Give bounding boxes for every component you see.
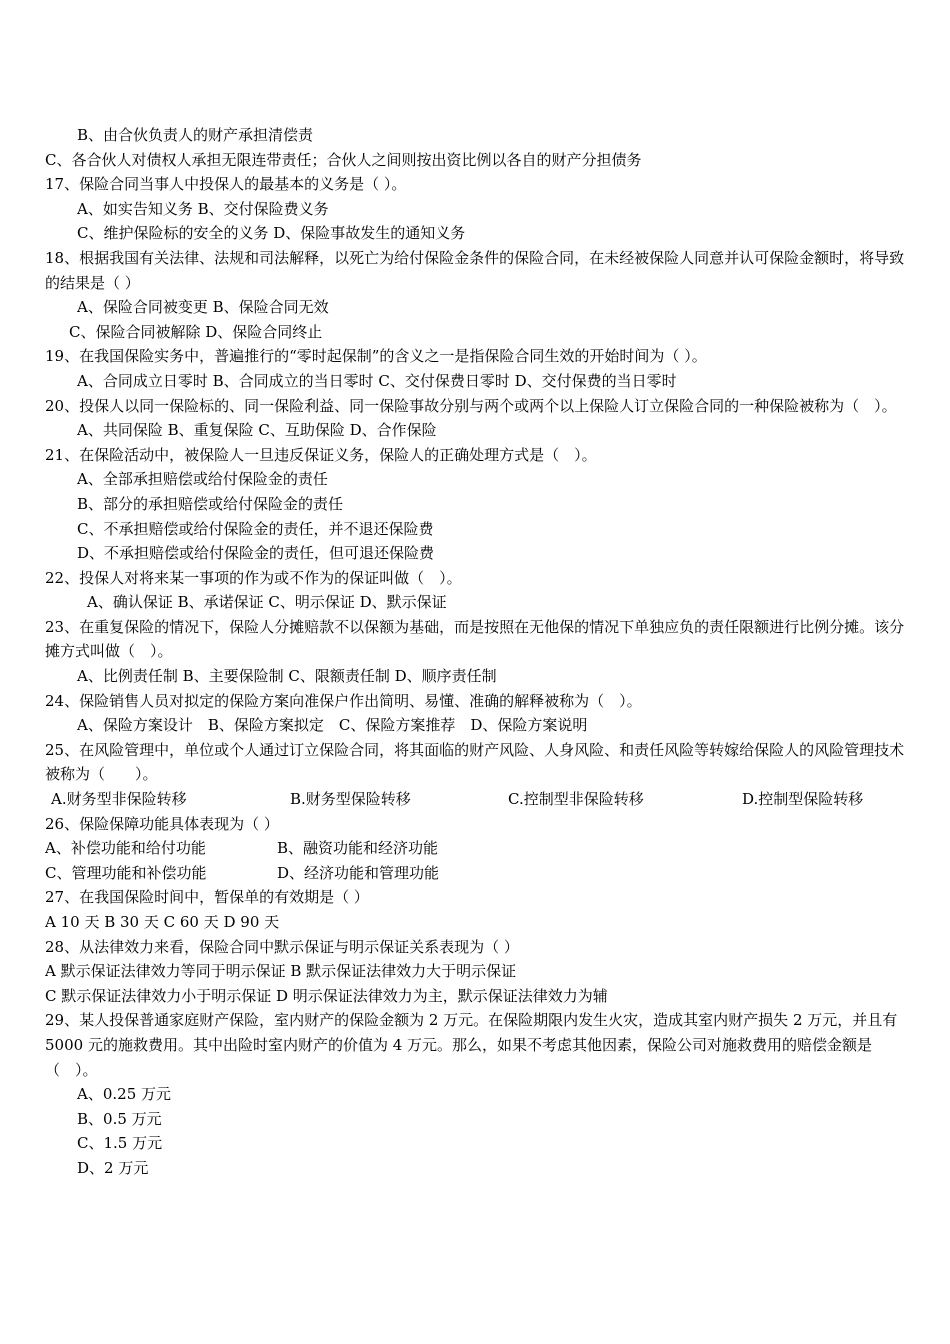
option-line: B、0.5 万元 bbox=[77, 1109, 162, 1128]
option-a: A、补偿功能和给付功能 bbox=[45, 839, 206, 858]
option-line: A、保险方案设计 B、保险方案拟定 C、保险方案推荐 D、保险方案说明 bbox=[77, 716, 588, 735]
question-20: 20、投保人以同一保险标的、同一保险利益、同一保险事故分别与两个或两个以上保险人订立保险合同的一种保险被称为（ ）。 bbox=[45, 396, 897, 415]
question-22: 22、投保人对将来某一事项的作为或不作为的保证叫做（ ）。 bbox=[45, 568, 462, 587]
option-b: B、融资功能和经济功能 bbox=[277, 839, 439, 858]
option-line: C、各合伙人对债权人承担无限连带责任；合伙人之间则按出资比例以各自的财产分担债务 bbox=[45, 150, 642, 169]
option-line: A、保险合同被变更 B、保险合同无效 bbox=[77, 298, 329, 317]
option-line: A、共同保险 B、重复保险 C、互助保险 D、合作保险 bbox=[77, 421, 437, 440]
option-line: C、保险合同被解除 D、保险合同终止 bbox=[69, 322, 323, 341]
option-c: C、管理功能和补偿功能 bbox=[45, 863, 207, 882]
option-row bbox=[45, 861, 905, 886]
question-19: 19、在我国保险实务中，普遍推行的“零时起保制”的含义之一是指保险合同生效的开始时间为（ ）。 bbox=[45, 347, 707, 366]
option-line: C、1.5 万元 bbox=[77, 1134, 163, 1153]
question-24: 24、保险销售人员对拟定的保险方案向准保户作出简明、易懂、准确的解释被称为（ ）。 bbox=[45, 691, 642, 710]
question-23: 23、在重复保险的情况下，保险人分摊赔款不以保额为基础，而是按照在无他保的情况下单独应负的责任限额进行比例分摊。该分摊方式叫做（ ）。 bbox=[45, 617, 905, 661]
option-line: C、维护保险标的安全的义务 D、保险事故发生的通知义务 bbox=[77, 224, 466, 243]
option-line: A、确认保证 B、承诺保证 C、明示保证 D、默示保证 bbox=[87, 593, 447, 612]
question-18: 18、根据我国有关法律、法规和司法解释，以死亡为给付保险金条件的保险合同，在未经被保险人同意并认可保险金额时，将导致的结果是（ ） bbox=[45, 248, 905, 292]
option-line: D、2 万元 bbox=[77, 1158, 149, 1177]
option-line: B、由合伙负责人的财产承担清偿责 bbox=[77, 126, 314, 144]
question-28: 28、从法律效力来看，保险合同中默示保证与明示保证关系表现为（ ） bbox=[45, 937, 519, 956]
question-17: 17、保险合同当事人中投保人的最基本的义务是（ ）。 bbox=[45, 175, 407, 194]
option-line: A、合同成立日零时 B、合同成立的当日零时 C、交付保费日零时 D、交付保费的当日零时 bbox=[77, 371, 677, 390]
option-line: A 10 天 B 30 天 C 60 天 D 90 天 bbox=[45, 913, 280, 931]
option-line: A、0.25 万元 bbox=[77, 1085, 171, 1104]
document-page bbox=[45, 123, 905, 1181]
option-b: B.财务型保险转移 bbox=[290, 790, 411, 809]
question-27: 27、在我国保险时间中，暂保单的有效期是（ ） bbox=[45, 888, 369, 907]
option-row bbox=[45, 836, 905, 861]
option-line: C 默示保证法律效力小于明示保证 D 明示保证法律效力为主，默示保证法律效力为辅 bbox=[45, 986, 608, 1005]
option-line: D、不承担赔偿或给付保险金的责任，但可退还保险费 bbox=[77, 544, 435, 563]
question-29: 29、某人投保普通家庭财产保险，室内财产的保险金额为 2 万元。在保险期限内发生火灾，造成其室内财产损失 2 万元，并且有 5000 元的施救费用。其中出险时室内财产的价值为 4 万元。那么，如果不考虑其他因素，保险公司对施救费用的赔偿金额是（ ）。 bbox=[45, 1011, 898, 1079]
option-line: A 默示保证法律效力等同于明示保证 B 默示保证法律效力大于明示保证 bbox=[45, 962, 517, 981]
option-row bbox=[45, 787, 905, 812]
option-line: C、不承担赔偿或给付保险金的责任，并不退还保险费 bbox=[77, 519, 434, 538]
option-a: A.财务型非保险转移 bbox=[51, 790, 187, 809]
option-d: D.控制型保险转移 bbox=[742, 790, 864, 809]
option-c: C.控制型非保险转移 bbox=[508, 790, 644, 809]
option-d: D、经济功能和管理功能 bbox=[277, 863, 440, 882]
option-line: B、部分的承担赔偿或给付保险金的责任 bbox=[77, 494, 344, 513]
option-line: A、如实告知义务 B、交付保险费义务 bbox=[77, 199, 329, 218]
option-line: A、比例责任制 B、主要保险制 C、限额责任制 D、顺序责任制 bbox=[77, 667, 497, 686]
option-line: A、全部承担赔偿或给付保险金的责任 bbox=[77, 470, 328, 489]
question-26: 26、保险保障功能具体表现为（ ） bbox=[45, 814, 279, 833]
question-21: 21、在保险活动中，被保险人一旦违反保证义务，保险人的正确处理方式是（ ）。 bbox=[45, 445, 597, 464]
question-25: 25、在风险管理中，单位或个人通过订立保险合同，将其面临的财产风险、人身风险、和责任风险等转嫁给保险人的风险管理技术被称为（ ）。 bbox=[45, 740, 905, 784]
